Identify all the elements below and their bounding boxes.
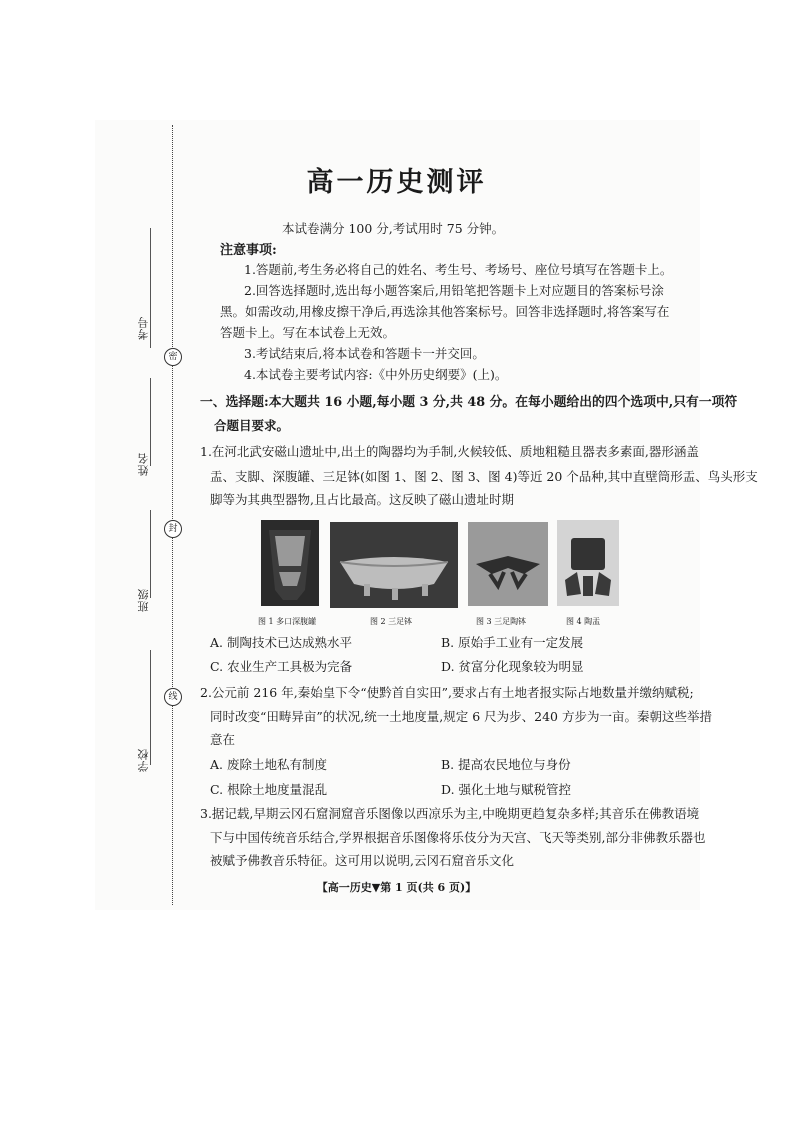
section-heading: 一、选择题:本大题共 16 小题,每小题 3 分,共 48 分。在每小题给出的四个选项中,只有一项符 — [200, 395, 738, 410]
seal-mark-feng: 封 — [164, 520, 182, 538]
page-title: 高一历史测评 — [306, 167, 487, 198]
pottery-photo-4 — [557, 520, 619, 606]
q1-stem-line-2: 盂、支脚、深腹罐、三足钵(如图 1、图 2、图 3、图 4)等近 20 个品种,其中直壁筒形盂、鸟头形支 — [210, 469, 758, 484]
class-line — [150, 510, 151, 598]
pottery-photo-2 — [330, 522, 458, 608]
note-1: 1.答题前,考生务必将自己的姓名、考生号、考场号、座位号填写在答题卡上。 — [244, 262, 673, 277]
figure-caption-3: 图 3 三足陶钵 — [476, 617, 527, 626]
q1-stem-line-3: 脚等为其典型器物,且占比最高。这反映了磁山遗址时期 — [210, 492, 514, 507]
q2-option-a: A. 废除土地私有制度 — [210, 757, 327, 772]
pottery-photo-1 — [261, 520, 319, 606]
margin-label-class: 班级 — [137, 588, 150, 612]
note-2-cont-2: 答题卡上。写在本试卷上无效。 — [220, 325, 396, 340]
scan-area — [95, 120, 700, 910]
q3-stem-line-2: 下与中国传统音乐结合,学界根据音乐图像将乐伎分为天宫、飞天等类别,部分非佛教乐器也 — [210, 830, 706, 845]
figure-caption-4: 图 4 陶盂 — [566, 617, 601, 626]
q2-stem-line-1: 2.公元前 216 年,秦始皇下令“使黔首自实田”,要求占有土地者报实际占地数量并缴纳赋税; — [200, 685, 694, 700]
q3-stem-line-3: 被赋予佛教音乐特征。这可用以说明,云冈石窟音乐文化 — [210, 853, 514, 868]
section-heading-cont: 合题目要求。 — [214, 418, 290, 433]
q3-stem-line-1: 3.据记载,早期云冈石窟洞窟音乐图像以西凉乐为主,中晚期更趋复杂多样;其音乐在佛教语境 — [200, 806, 700, 821]
seal-mark-mi: 密 — [164, 348, 182, 366]
exam-number-line — [150, 228, 151, 348]
binding-line — [172, 125, 173, 905]
q2-stem-line-3: 意在 — [210, 732, 236, 747]
note-2: 2.回答选择题时,选出每小题答案后,用铅笔把答题卡上对应题目的答案标号涂 — [244, 283, 664, 298]
pottery-photo-3 — [468, 522, 548, 606]
margin-label-school: 学校 — [137, 748, 150, 772]
q1-stem-line-1: 1.在河北武安磁山遗址中,出土的陶器均为手制,火候较低、质地粗糙且器表多素面,器形涵盖 — [200, 444, 699, 459]
notes-heading: 注意事项: — [220, 243, 277, 258]
margin-label-name: 姓名 — [137, 452, 150, 476]
school-line — [150, 650, 151, 765]
figure-caption-1: 图 1 多口深腹罐 — [258, 617, 317, 626]
q1-option-c: C. 农业生产工具极为完备 — [210, 659, 353, 674]
page-footer: 【高一历史▼第 1 页(共 6 页)】 — [316, 881, 477, 894]
q2-option-c: C. 根除土地度量混乱 — [210, 782, 328, 797]
q2-option-d: D. 强化土地与赋税管控 — [441, 782, 572, 797]
q2-option-b: B. 提高农民地位与身份 — [441, 757, 571, 772]
q2-stem-line-2: 同时改变“田畴异亩”的状况,统一土地度量,规定 6 尺为步、240 方步为一亩。秦朝这些举措 — [210, 709, 712, 724]
score-note: 本试卷满分 100 分,考试用时 75 分钟。 — [282, 221, 505, 236]
q1-option-a: A. 制陶技术已达成熟水平 — [210, 635, 352, 650]
name-line — [150, 378, 151, 466]
note-2-cont-1: 黑。如需改动,用橡皮擦干净后,再选涂其他答案标号。回答非选择题时,将答案写在 — [220, 304, 670, 319]
figure-caption-2: 图 2 三足钵 — [370, 617, 413, 626]
q1-option-b: B. 原始手工业有一定发展 — [441, 635, 584, 650]
note-4: 4.本试卷主要考试内容:《中外历史纲要》(上)。 — [244, 367, 508, 382]
q1-option-d: D. 贫富分化现象较为明显 — [441, 659, 584, 674]
margin-label-exam-number: 考号 — [137, 316, 150, 340]
seal-mark-xian: 线 — [164, 688, 182, 706]
note-3: 3.考试结束后,将本试卷和答题卡一并交回。 — [244, 346, 485, 361]
